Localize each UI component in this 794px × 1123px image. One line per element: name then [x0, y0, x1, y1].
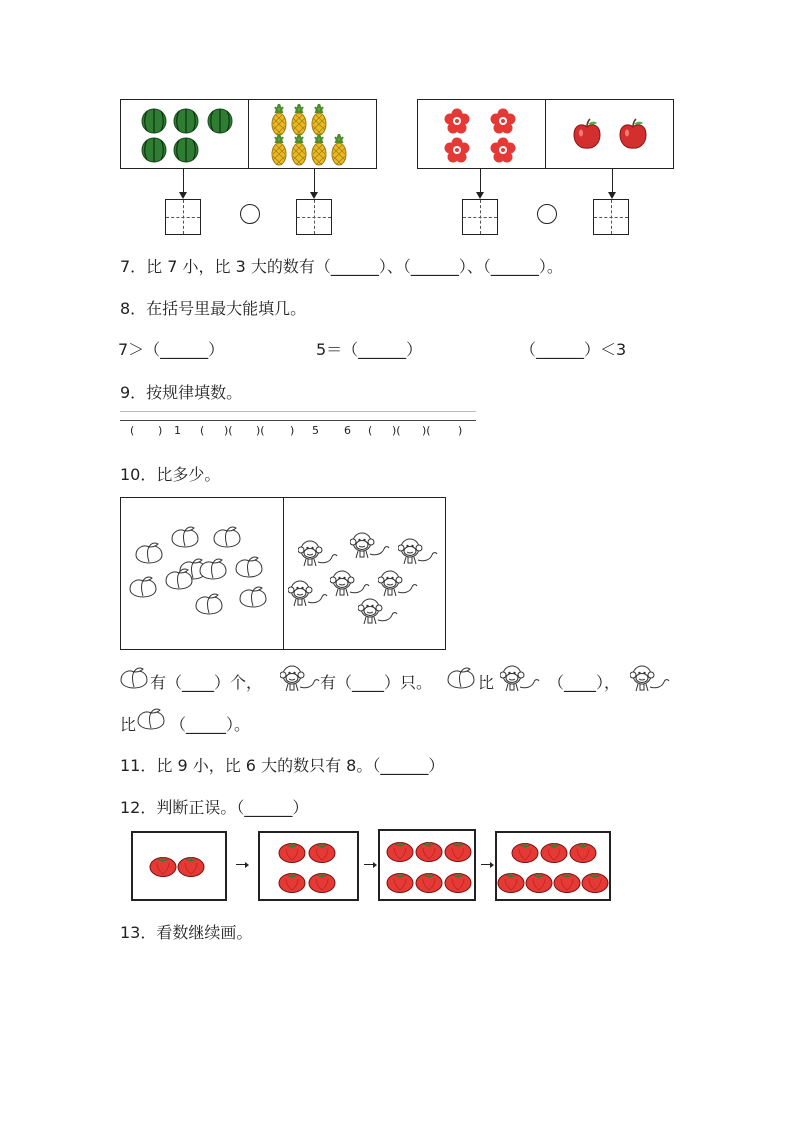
apple-icon: [572, 118, 602, 154]
flower-icon: [490, 108, 516, 138]
compare-circle[interactable]: [537, 204, 557, 224]
q10-compare-answer-2[interactable]: （_____）。: [170, 715, 251, 734]
watermelon-group: [121, 100, 248, 170]
sequence-token[interactable]: )(: [392, 424, 401, 437]
arrow-right: [481, 864, 491, 865]
pineapple-icon: [291, 134, 307, 170]
answer-box-flower[interactable]: [462, 199, 498, 235]
sequence-token[interactable]: (: [130, 424, 135, 437]
sequence-token[interactable]: (: [368, 424, 373, 437]
peach-icon: [135, 542, 163, 568]
apple-group: [546, 100, 674, 170]
question-10: 10．比多少。: [120, 465, 221, 484]
monkey-icon: [280, 663, 320, 697]
q8-item-2[interactable]: 5＝（______）: [316, 340, 423, 359]
question-9: 9．按规律填数。: [120, 383, 243, 402]
watermelon-icon: [141, 108, 167, 138]
question-8: 8．在括号里最大能填几。: [120, 299, 307, 318]
peach-icon: [239, 586, 267, 612]
flower-icon: [444, 108, 470, 138]
arrow-down: [314, 169, 315, 193]
sequence-row: [120, 424, 480, 440]
tomato-icon: [444, 838, 472, 866]
sequence-token: 5: [312, 424, 319, 437]
peach-icon: [129, 576, 157, 602]
arrow-down: [183, 169, 184, 193]
peach-icon: [447, 667, 475, 693]
tomato-icon: [497, 869, 525, 897]
flower-group: [418, 100, 545, 170]
q10-compare-word: 比: [478, 673, 495, 692]
tomato-icon: [308, 869, 336, 897]
tomato-box-2: [131, 831, 227, 901]
question-13: 13．看数继续画。: [120, 923, 253, 942]
q10-monkey-count[interactable]: 有（____）只。: [320, 673, 433, 692]
sequence-token: 6: [344, 424, 351, 437]
tomato-icon: [511, 839, 539, 867]
sequence-token[interactable]: (: [200, 424, 205, 437]
arrow-down: [612, 169, 613, 193]
q8-item-3[interactable]: （______）＜3: [520, 340, 627, 359]
arrow-right: [236, 864, 246, 865]
tomato-icon: [569, 839, 597, 867]
q10-peach-count[interactable]: 有（____）个，: [150, 673, 263, 692]
peach-icon: [137, 708, 165, 734]
number-line: [120, 420, 476, 421]
tomato-icon: [308, 839, 336, 867]
monkey-icon: [298, 538, 338, 572]
q10-compare-answer-1[interactable]: （____），: [548, 673, 621, 692]
tomato-icon: [540, 839, 568, 867]
monkey-group: [284, 498, 446, 651]
answer-box-watermelon[interactable]: [165, 199, 201, 235]
tomato-icon: [278, 869, 306, 897]
watermelon-icon: [141, 137, 167, 167]
watermelon-icon: [173, 137, 199, 167]
tomato-icon: [444, 869, 472, 897]
compare-circle[interactable]: [240, 204, 260, 224]
monkey-icon: [358, 596, 398, 630]
question-11[interactable]: 11．比 9 小，比 6 大的数只有 8。（______）: [120, 756, 445, 775]
question-7: 7．比 7 小，比 3 大的数有（______）、（______）、（______）。: [120, 257, 563, 276]
compare-panel-left: [120, 99, 377, 169]
tomato-icon: [177, 853, 205, 881]
flower-icon: [444, 137, 470, 167]
tomato-icon: [553, 869, 581, 897]
peach-icon: [195, 593, 223, 619]
pineapple-icon: [271, 134, 287, 170]
monkey-icon: [630, 663, 670, 697]
tomato-icon: [415, 869, 443, 897]
flower-icon: [490, 137, 516, 167]
tomato-icon: [386, 838, 414, 866]
tomato-box-7: [495, 831, 611, 901]
pineapple-icon: [331, 134, 347, 170]
monkey-icon: [500, 663, 540, 697]
peach-icon: [235, 556, 263, 582]
peach-icon: [165, 568, 193, 594]
question-12[interactable]: 12．判断正误。（______）: [120, 798, 309, 817]
compare-panel-peach-monkey: [120, 497, 446, 650]
peach-icon: [199, 558, 227, 584]
answer-box-pineapple[interactable]: [296, 199, 332, 235]
arrow-down: [480, 169, 481, 193]
apple-icon: [618, 118, 648, 154]
compare-panel-right: [417, 99, 674, 169]
sequence-token[interactable]: ): [290, 424, 295, 437]
peach-icon: [213, 526, 241, 552]
sequence-token[interactable]: )(: [224, 424, 233, 437]
q10-compare-word-2: 比: [120, 715, 137, 734]
arrow-right: [364, 864, 374, 865]
tomato-box-4: [258, 831, 359, 901]
pineapple-icon: [311, 134, 327, 170]
sequence-token[interactable]: )(: [256, 424, 265, 437]
sequence-token[interactable]: ): [158, 424, 163, 437]
watermelon-icon: [173, 108, 199, 138]
q8-item-1[interactable]: 7＞（______）: [118, 340, 225, 359]
pineapple-group: [249, 100, 377, 170]
monkey-icon: [288, 578, 328, 612]
tomato-box-6: [378, 829, 476, 901]
watermelon-icon: [207, 108, 233, 138]
number-line-top: [120, 411, 476, 412]
tomato-icon: [386, 869, 414, 897]
tomato-icon: [581, 869, 609, 897]
peach-icon: [120, 667, 148, 693]
peach-icon: [171, 526, 199, 552]
tomato-icon: [278, 839, 306, 867]
sequence-token[interactable]: )(: [422, 424, 431, 437]
tomato-icon: [149, 853, 177, 881]
peach-group: [121, 498, 283, 651]
sequence-token: 1: [174, 424, 181, 437]
sequence-token[interactable]: ): [458, 424, 463, 437]
answer-box-apple[interactable]: [593, 199, 629, 235]
monkey-icon: [350, 530, 390, 564]
monkey-icon: [398, 536, 438, 570]
tomato-icon: [525, 869, 553, 897]
tomato-icon: [415, 838, 443, 866]
